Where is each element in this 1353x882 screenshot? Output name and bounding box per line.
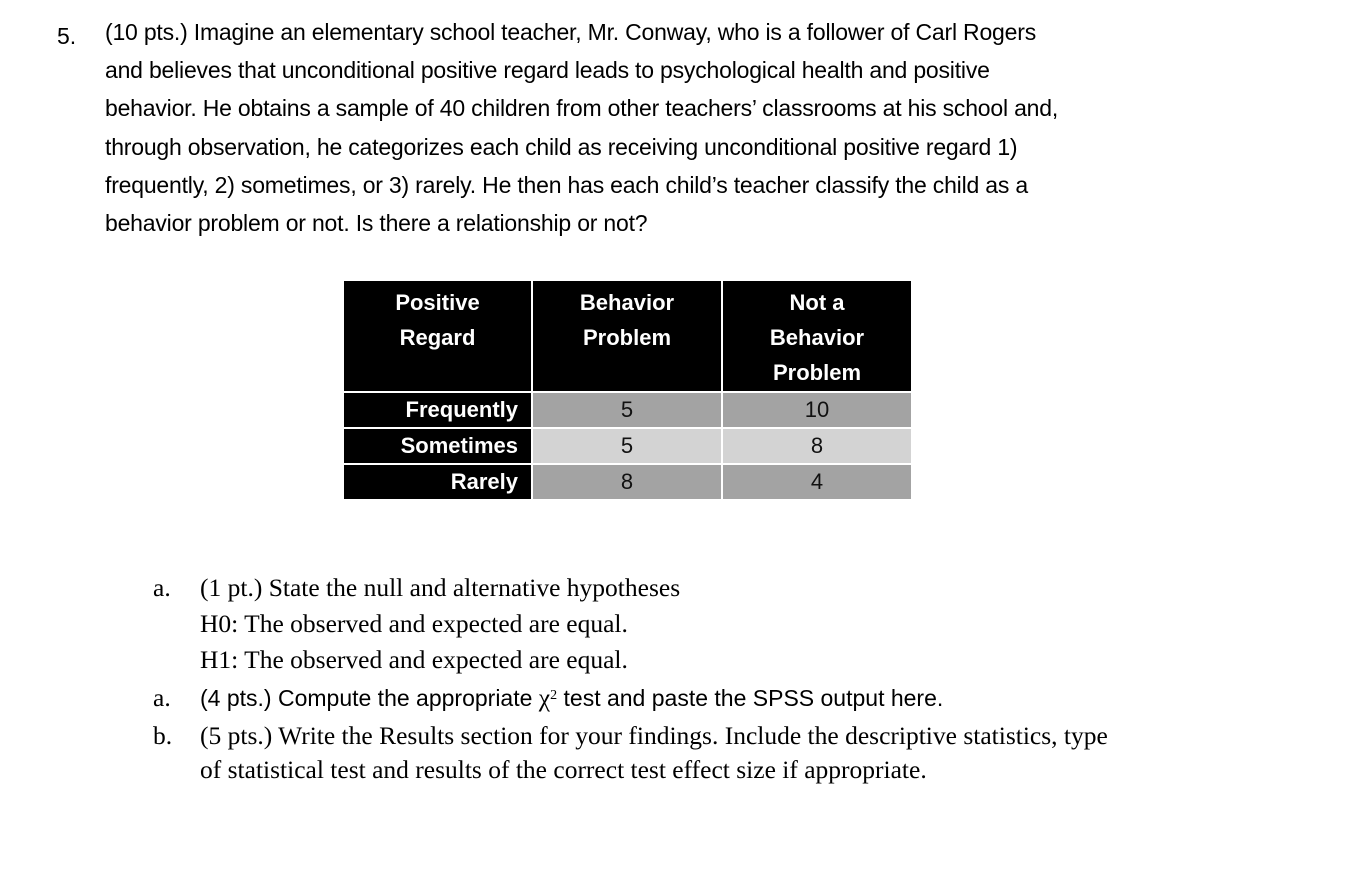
text-before: Compute the appropriate [271,685,539,711]
chi-symbol: χ [538,683,551,712]
subquestion-line: of statistical test and results of the correct test effect size if appropriate. [200,755,927,784]
question-line: (10 pts.) Imagine an elementary school teacher, Mr. Conway, who is a follower of Carl Rogers [105,19,1036,45]
question-line: behavior. He obtains a sample of 40 children from other teachers’ classrooms at his school and, [105,95,1059,122]
question-line: through observation, he categorizes each child as receiving unconditional positive regard 1) [105,133,1018,160]
chi-superscript: 2 [550,688,558,703]
alternative-hypothesis: H1: The observed and expected are equal. [200,645,628,674]
question-line: behavior problem or not. Is there a relationship or not? [105,210,648,237]
table-row [343,428,912,464]
row-label-rarely: Rarely [343,464,532,500]
null-hypothesis: H0: The observed and expected are equal. [200,609,628,638]
header-text: Not a [789,290,845,315]
header-behavior-problem [532,280,722,392]
header-text: Problem [582,325,672,350]
contingency-table [342,279,913,501]
table-header-row [343,280,912,392]
points-prefix: (4 pts.) [200,685,272,711]
question-line: and believes that unconditional positive regard leads to psychological health and positive [105,57,990,84]
subquestion-hypotheses [153,571,1253,681]
subquestion-text [200,681,943,715]
header-not-behavior-problem [722,280,912,392]
header-text: Regard [399,325,476,350]
cell-not-behavior-problem: 4 [722,464,912,500]
subquestion-label: a. [153,573,171,602]
subquestion-label: b. [153,721,173,750]
cell-behavior-problem: 5 [532,392,722,428]
subquestion-line: (5 pts.) Write the Results section for your findings. Include the descriptive statistics, type [200,721,1108,750]
question-line: frequently, 2) sometimes, or 3) rarely. He then has each child’s teacher classify the child as a [105,171,1028,198]
cell-behavior-problem: 8 [532,464,722,500]
row-label-frequently: Frequently [343,392,532,428]
header-positive-regard [343,280,532,392]
subquestion-chi-square [153,681,1253,717]
header-text: Positive [395,290,480,315]
header-text: Behavior [579,290,675,315]
cell-not-behavior-problem: 8 [722,428,912,464]
table-row [343,392,912,428]
subquestion-results [153,719,1253,791]
header-text: Problem [772,360,862,385]
text-after: test and paste the SPSS output here. [557,685,944,711]
cell-behavior-problem: 5 [532,428,722,464]
header-text: Behavior [769,325,865,350]
cell-not-behavior-problem: 10 [722,392,912,428]
question-number: 5. [57,23,77,49]
row-label-sometimes: Sometimes [343,428,532,464]
table-row [343,464,912,500]
question-text [105,13,1245,242]
subquestion-line: (1 pt.) State the null and alternative hypotheses [200,573,681,602]
subquestion-label: a. [153,683,171,712]
